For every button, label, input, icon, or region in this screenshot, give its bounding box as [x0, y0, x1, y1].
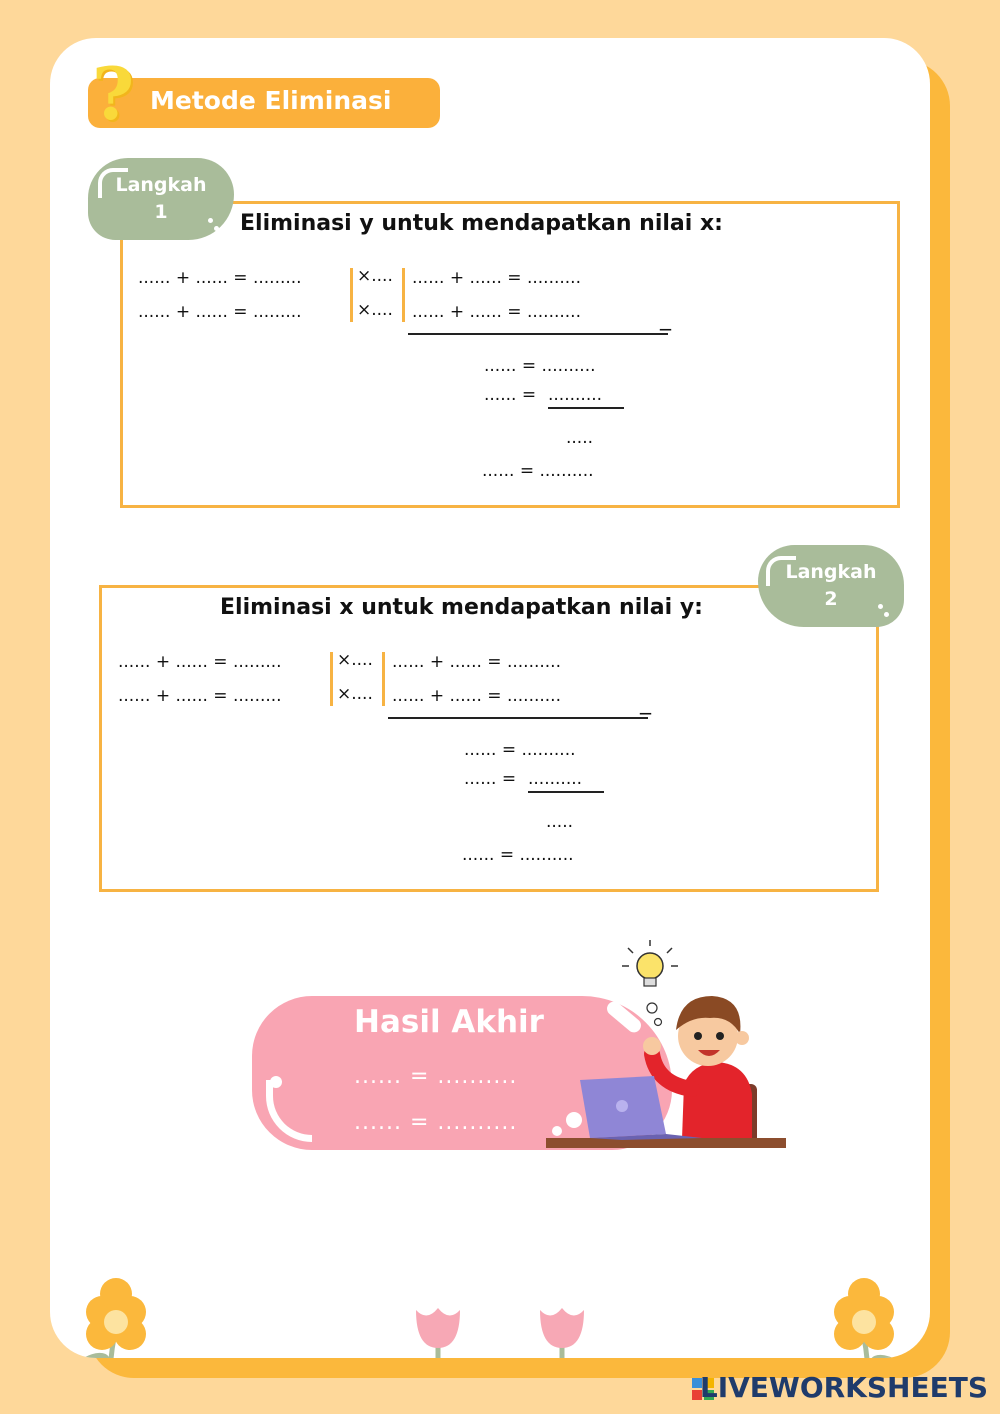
page-title: Metode Eliminasi	[150, 86, 392, 115]
flowers-decoration	[50, 1258, 930, 1358]
step2-badge-number: 2	[824, 588, 838, 610]
final-result-title: Hasil Akhir	[354, 1004, 544, 1040]
yellow-flower-icon	[834, 1278, 915, 1358]
step1-eq-left-2[interactable]: ...... + ...... = .........	[138, 302, 302, 322]
step1-result-3[interactable]: ...... = ..........	[482, 461, 594, 481]
step2-mult-2[interactable]: ×....	[337, 684, 373, 704]
badge-dot-icon	[878, 604, 883, 609]
step1-bar-right	[402, 268, 405, 322]
badge-dot-icon	[884, 612, 889, 617]
step1-badge-label: Langkah	[115, 174, 207, 196]
step1-eq-left-1[interactable]: ...... + ...... = .........	[138, 268, 302, 288]
step2-divisor[interactable]: .....	[546, 812, 574, 832]
step2-result-2-right[interactable]: ..........	[528, 769, 604, 793]
final-result-line-2[interactable]: ...... = ..........	[354, 1110, 518, 1135]
step1-badge-number: 1	[154, 201, 168, 223]
step1-result-1[interactable]: ...... = ..........	[484, 356, 596, 376]
step1-result-2-right[interactable]: ..........	[548, 385, 624, 409]
step2-result-1[interactable]: ...... = ..........	[464, 740, 576, 760]
step1-minus-sign: _	[660, 306, 671, 331]
step2-eq-right-2[interactable]: ...... + ...... = ..........	[392, 686, 561, 706]
step2-result-2-left[interactable]: ...... =	[464, 769, 517, 789]
step2-bar-right	[382, 652, 385, 706]
step2-subtract-line	[388, 717, 648, 719]
step1-mult-2[interactable]: ×....	[357, 300, 393, 320]
step2-result-3[interactable]: ...... = ..........	[462, 845, 574, 865]
badge-arc-icon	[766, 556, 796, 586]
lightbulb-icon	[622, 940, 678, 1026]
badge-dot-icon	[208, 218, 213, 223]
step2-mult-1[interactable]: ×....	[337, 650, 373, 670]
tulip-icon	[396, 1308, 478, 1358]
step1-eq-right-2[interactable]: ...... + ...... = ..........	[412, 302, 581, 322]
step2-eq-left-1[interactable]: ...... + ...... = .........	[118, 652, 282, 672]
step1-eq-right-1[interactable]: ...... + ...... = ..........	[412, 268, 581, 288]
step1-subtract-line	[408, 333, 668, 335]
step2-minus-sign: _	[640, 690, 651, 715]
step2-eq-right-1[interactable]: ...... + ...... = ..........	[392, 652, 561, 672]
final-result-line-1[interactable]: ...... = ..........	[354, 1064, 518, 1089]
badge-arc-icon	[98, 168, 128, 198]
step2-eq-left-2[interactable]: ...... + ...... = .........	[118, 686, 282, 706]
tulip-icon	[520, 1308, 602, 1358]
step1-bar-left	[350, 268, 353, 322]
boy-laptop-illustration	[542, 934, 792, 1154]
step1-mult-1[interactable]: ×....	[357, 266, 393, 286]
yellow-flower-icon	[65, 1278, 155, 1358]
decor-dot-icon	[270, 1076, 282, 1088]
step1-divisor[interactable]: .....	[566, 428, 594, 448]
question-mark-icon: ?	[92, 51, 135, 136]
footer-brand: LIVEWORKSHEETS	[699, 1371, 988, 1404]
step2-badge-label: Langkah	[785, 561, 877, 583]
step1-heading: Eliminasi y untuk mendapatkan nilai x:	[240, 211, 723, 236]
step2-bar-left	[330, 652, 333, 706]
step2-heading: Eliminasi x untuk mendapatkan nilai y:	[220, 595, 703, 620]
step1-result-2-left[interactable]: ...... =	[484, 385, 537, 405]
badge-dot-icon	[214, 226, 219, 231]
